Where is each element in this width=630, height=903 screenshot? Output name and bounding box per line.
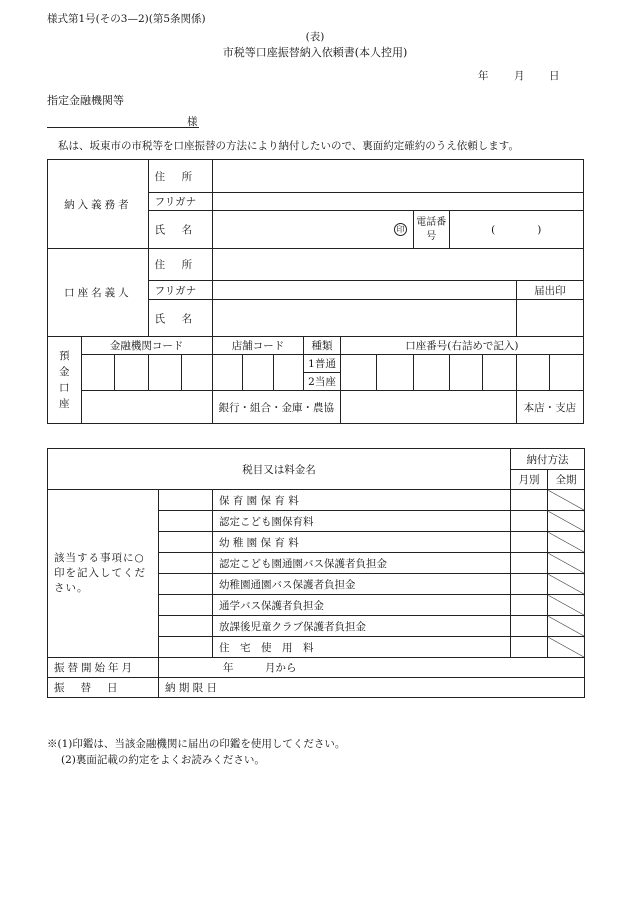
payment-method-header: 納付方法	[511, 449, 585, 470]
account-number-digit[interactable]	[550, 355, 584, 391]
start-month-label: 振替開始年月	[48, 658, 159, 678]
holder-name-label: 氏 名	[148, 300, 212, 337]
seal-icon: 印	[394, 223, 407, 236]
transfer-day-value: 納 期 限 日	[159, 678, 585, 698]
branch-kinds-label: 本店・支店	[516, 391, 583, 424]
item-full-cell	[548, 595, 585, 616]
intro-text: 私は、坂東市の市税等を口座振替の方法により納付したいので、裏面約定確約のうえ依頼します。	[58, 140, 519, 152]
deposit-heading: 預金口座	[48, 337, 82, 424]
account-number-digit[interactable]	[377, 355, 414, 391]
front-label: (表)	[305, 31, 325, 43]
item-full-cell	[548, 532, 585, 553]
registered-seal-label: 届出印	[516, 281, 583, 300]
item-mark-cell[interactable]	[159, 511, 213, 532]
branch-code-label: 店舗コード	[212, 337, 304, 355]
holder-furigana-field[interactable]	[212, 281, 516, 300]
item-mark-cell[interactable]	[159, 532, 213, 553]
date-year: 年	[478, 70, 489, 82]
date-month: 月	[514, 70, 525, 82]
item-mark-cell[interactable]	[159, 553, 213, 574]
item-monthly-cell[interactable]	[511, 553, 548, 574]
institution-name-field[interactable]	[47, 114, 199, 128]
institution-label: 指定金融機関等	[47, 94, 124, 107]
item-mark-cell[interactable]	[159, 574, 213, 595]
item-name: 認定こども園通園バス保護者負担金	[213, 553, 511, 574]
item-monthly-cell[interactable]	[511, 595, 548, 616]
item-full-cell	[548, 490, 585, 511]
item-full-cell	[548, 511, 585, 532]
branch-name-field[interactable]	[340, 391, 516, 424]
tax-items-table	[47, 448, 585, 698]
holder-name-field[interactable]	[212, 300, 516, 337]
account-number-digit[interactable]	[483, 355, 517, 391]
start-month-field[interactable]: 年 月から	[159, 658, 585, 678]
date-day: 日	[549, 70, 560, 82]
account-holder-heading: 口座名義人	[48, 249, 149, 337]
taxpayer-furigana-label: フリガナ	[148, 193, 212, 211]
monthly-header: 月別	[511, 470, 548, 490]
taxpayer-name-field[interactable]	[212, 211, 413, 249]
bank-code-digit[interactable]	[115, 355, 149, 391]
taxpayer-address-label: 住 所	[148, 160, 212, 193]
item-monthly-cell[interactable]	[511, 511, 548, 532]
item-name: 住 宅 使 用 料	[213, 637, 511, 658]
holder-address-label: 住 所	[148, 249, 212, 281]
bank-kinds-label: 銀行・組合・金庫・農協	[212, 391, 340, 424]
type-option-ordinary[interactable]: 1普通	[304, 355, 341, 373]
item-name: 放課後児童クラブ保護者負担金	[213, 616, 511, 637]
bank-code-digit[interactable]	[182, 355, 213, 391]
note-2: (2)裏面記載の約定をよくお読みください。	[61, 754, 265, 766]
item-mark-cell[interactable]	[159, 595, 213, 616]
item-monthly-cell[interactable]	[511, 490, 548, 511]
item-monthly-cell[interactable]	[511, 532, 548, 553]
branch-code-digit[interactable]	[243, 355, 274, 391]
item-mark-cell[interactable]	[159, 637, 213, 658]
page-title: 市税等口座振替納入依頼書(本人控用)	[222, 46, 408, 59]
bank-code-digit[interactable]	[148, 355, 182, 391]
sama-label: 様	[187, 116, 198, 128]
branch-code-digit[interactable]	[273, 355, 304, 391]
transfer-day-label: 振替日	[48, 678, 159, 698]
phone-label: 電話番号	[413, 211, 449, 249]
instruction-text: 該当する事項に○印を記入してください。	[48, 490, 159, 658]
form-number: 様式第1号(その3—2)(第5条関係)	[47, 13, 206, 25]
account-type-label: 種類	[304, 337, 341, 355]
taxpayer-name-label: 氏 名	[148, 211, 212, 249]
item-monthly-cell[interactable]	[511, 616, 548, 637]
registered-seal-box[interactable]	[516, 300, 583, 337]
item-name: 幼 稚 園 保 育 料	[213, 532, 511, 553]
bank-name-field[interactable]	[81, 391, 212, 424]
note-1: ※(1)印鑑は、当該金融機関に届出の印鑑を使用してください。	[47, 738, 346, 750]
bank-code-label: 金融機関コード	[81, 337, 212, 355]
item-name: 幼稚園通園バス保護者負担金	[213, 574, 511, 595]
type-option-current[interactable]: 2当座	[304, 373, 341, 391]
item-full-cell	[548, 616, 585, 637]
account-number-digit[interactable]	[340, 355, 377, 391]
taxpayer-furigana-field[interactable]	[212, 193, 583, 211]
item-name: 通学バス保護者負担金	[213, 595, 511, 616]
item-mark-cell[interactable]	[159, 490, 213, 511]
item-mark-cell[interactable]	[159, 616, 213, 637]
taxpayer-address-field[interactable]	[212, 160, 583, 193]
account-number-digit[interactable]	[516, 355, 550, 391]
account-number-digit[interactable]	[449, 355, 483, 391]
bank-code-digit[interactable]	[81, 355, 115, 391]
request-form-table	[47, 159, 584, 424]
item-full-cell	[548, 553, 585, 574]
items-header-name: 税目又は料金名	[48, 449, 511, 490]
item-name: 保 育 園 保 育 料	[213, 490, 511, 511]
account-number-label: 口座番号(右詰めで記入)	[340, 337, 583, 355]
branch-code-digit[interactable]	[212, 355, 243, 391]
full-period-header: 全期	[548, 470, 585, 490]
item-name: 認定こども園保育料	[213, 511, 511, 532]
account-number-digit[interactable]	[413, 355, 449, 391]
taxpayer-heading: 納入義務者	[48, 160, 149, 249]
item-full-cell	[548, 574, 585, 595]
item-full-cell	[548, 637, 585, 658]
item-monthly-cell[interactable]	[511, 637, 548, 658]
holder-address-field[interactable]	[212, 249, 583, 281]
item-monthly-cell[interactable]	[511, 574, 548, 595]
holder-furigana-label: フリガナ	[148, 281, 212, 300]
phone-field[interactable]: ( )	[449, 211, 583, 249]
